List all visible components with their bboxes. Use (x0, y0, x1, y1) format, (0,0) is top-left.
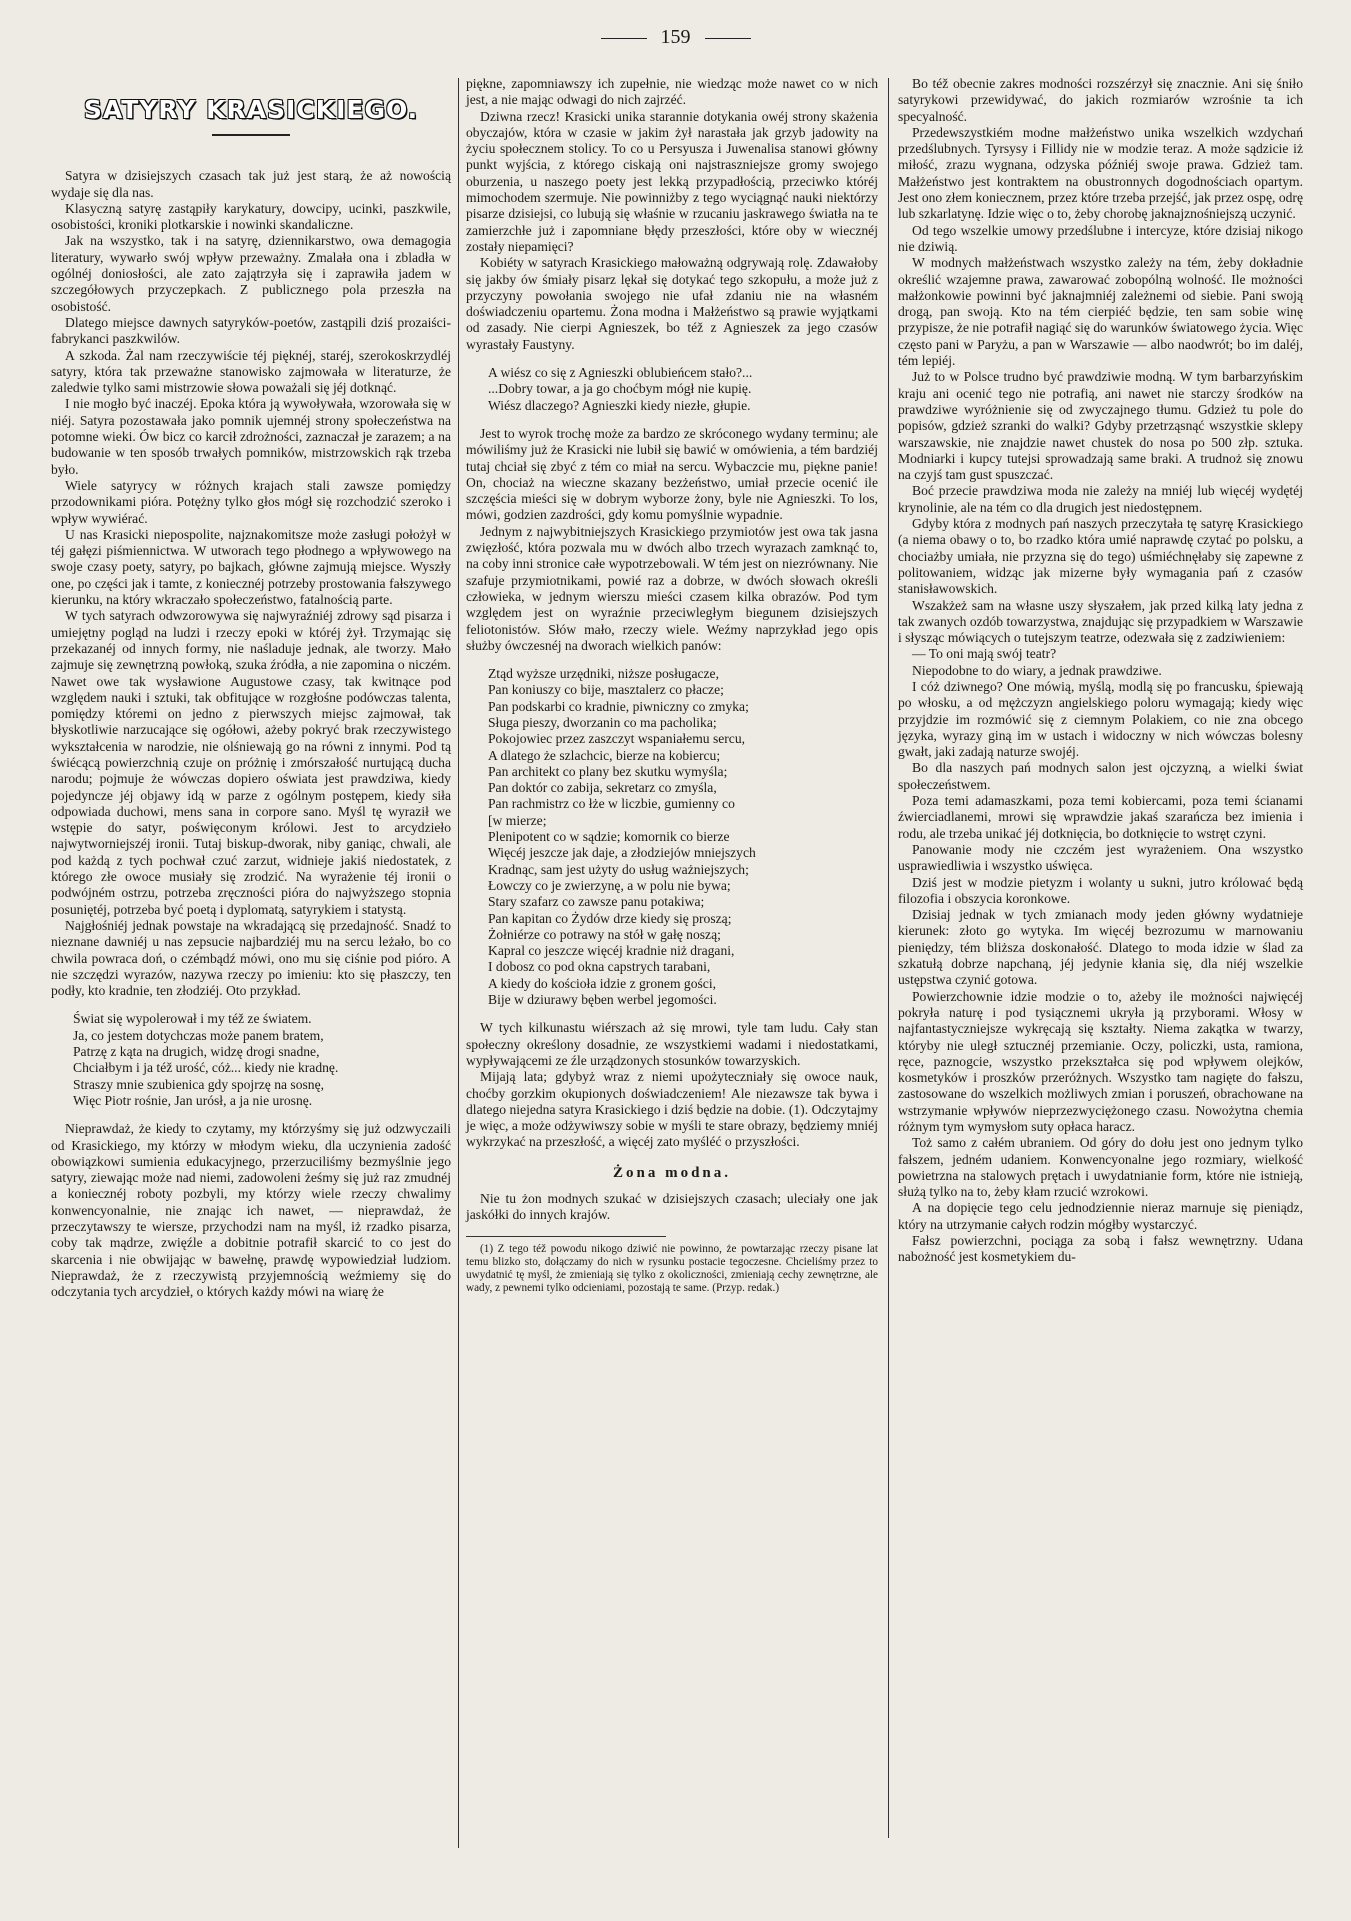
paragraph: A na dopięcie tego celu jednodziennie nieraz marnuje się pieniądz, który na utrzymanie całych rodzin mógłby wystarczyć. (898, 1200, 1303, 1232)
poem-line: Pan podskarbi co kradnie, piwniczny co zmyka; (488, 698, 749, 714)
paragraph: — To oni mają swój teatr? (912, 646, 1057, 662)
poem-excerpt (488, 365, 878, 414)
title-divider (212, 134, 290, 136)
poem-line: A wiész co się z Agnieszki oblubieńcem stało?... (488, 365, 753, 381)
paragraph: Toż samo z całém ubraniem. Od góry do dołu jest ono jednym tylko fałszem, jedném udaniem. Konwencyonalne jego rozmiary, wielkość powietrzna na stalowych prętach i uwydatnianie form, które nie istnieją, służą tylko na to, żeby kłam rzucić wzrokowi. (898, 1135, 1303, 1200)
column-divider-2 (888, 78, 889, 1838)
paragraph: Wszakżeż sam na własne uszy słyszałem, jak przed kilką laty jedna z tak zwanych ozdób towarzystwa, znajdując się przypadkiem w Warszawie i słysząc mówiących o tutejszym teatrze, odezwała się z zadziwieniem: (898, 597, 1303, 646)
paragraph: Bo též obecnie zakres modności rozszérzył się znacznie. Ani się śniło satyrykowi przewidywać, do jakich rozmiarów wzrośnie ta ich specyalność. (898, 76, 1303, 124)
poem-line: A dlatego że szlachcic, bierze na kobiercu; (488, 747, 721, 763)
paragraph: Jednym z najwybitniejszych Krasickiego przymiotów jest owa tak jasna zwięzłość, która pozwala mu w dwóch albo trzech wyrazach zamknąć to, na coby inni stronice całe wypotrzebowali. W tém jest on niezrównany. Nie szafuje przymiotnikami, powié raz a dobrze, w dwóch słowach określi człowieka, w jednym wierszu mieści czasem kilka obrazów. Pod tym względem jest on wyraźnie przeciwległym biegunem dzisiejszych feliotonistów. Słów mało, rzeczy wiele. Weźmy naprzykład jego opis służby ówczesnéj na dworach wielkich panów: (466, 523, 878, 653)
poem-line: I dobosz co pod okna capstrych tarabani, (488, 959, 711, 975)
poem-line: Pokojowiec przez zaszczyt wspaniałemu sercu, (488, 731, 746, 747)
paragraph: Mijają lata; gdybyż wraz z niemi upożyteczniały się owoce nauk, choćby gorzkim okupionych doświadczeniem! Ale niezawsze tak bywa i dlatego niejedna satyra Krasickiego i dziś będzie na dobie. (1). Odczytajmy je więc, a może odżywiwszy sobie w myśli te stare obrazy, będziemy mniéj wykrzykać na przeszłość, a więcéj zato myśléć o przyszłości. (466, 1069, 878, 1150)
column-1 (51, 95, 451, 1300)
poem-line: [w mierze; (488, 812, 547, 828)
poem-line: Więcéj jeszcze jak daje, a złodziejów mniejszych (488, 845, 756, 861)
poem-line: Ztąd wyższe urzędniki, niższe posługacze, (488, 666, 719, 682)
poem-line: Patrzę z kąta na drugich, widzę drogi snadne, (73, 1044, 320, 1060)
column-3 (898, 76, 1303, 1266)
paragraph: Już to w Polsce trudno być prawdziwie modną. W tym barbarzyńskim kraju ani ocenić tego nie potrafią, ani nawet nie starczy środków na prawdziwe wyróżnienie się od zwyczajnego tłumu. Gdzież tu pole do popisów, gdzież szranki do walki? Gdyby przetrząsnąć wszystkie sklepy warszawskie, nie znajdzie nawet chustek do nosa po 500 złp. sztuka. Modniarki i kupcy tutejsi sprowadzają same braki. A trudnoż się znowu na czyjś tam gust spuszczać. (898, 369, 1303, 483)
paragraph: Bo dla naszych pań modnych salon jest ojczyzną, a wielki świat społeczeństwem. (898, 760, 1303, 792)
poem-line: Stary szafarz co zawsze panu potakiwa; (488, 894, 705, 910)
paragraph: Jak na wszystko, tak i na satyrę, dziennikarstwo, owa demagogia literatury, wywarło swój wpływ przeważny. Zmalała ona i zbladła w ogólnéj doniosłości, ale zato zajątrzyła się i zaprawiła jadem w szczegółowych przyczepkach. Z publicznego pola przeszła na osobistość. (51, 233, 451, 314)
paragraph: Wiele satyrycy w różnych krajach stali zawsze pomiędzy przodownikami pióra. Potężny tylko głos mógł się rozchodzić szeroko i wpływ wywiérać. (51, 477, 451, 526)
poem-line: Pan architekt co plany bez skutku wymyśla; (488, 763, 728, 779)
paragraph: Nieprawdaż, że kiedy to czytamy, my którzyśmy się już odzwyczaili od Krasickiego, my którzy w młodym wieku, dla uczynienia zadość obowiązkowi sumienia edukacyjnego, przerzuciliśmy bezmyślnie jego satyry, ziewając może nad niemi, zadowoleni żeśmy się już raz zmudnéj a koniecznéj roboty pozbyli, my którzy wiele rzeczy chwalimy konwencyonalnie, nie znając ich nawet, — nieprawdaż, że przeczytawszy te wiersze, przychodzi nam na myśl, iż rzadko pisarza, coby tak mądrze, zwięźle a dobitnie potrafił skarcić to co jest do skarcenia i nie obwijając w bawełnę, prawdę wypowiedział ludziom. Nieprawdaż, że z rzeczywistą przyjemnością weźmiemy się do odczytania tych arcydzieł, o których każdy mówi na wiarę że (51, 1121, 451, 1300)
poem-excerpt (488, 666, 878, 1008)
poem-line: Sługa pieszy, dworzanin co ma pacholika; (488, 714, 717, 730)
paragraph: Fałsz powierzchni, pociąga za sobą i fałsz wewnętrzny. Udana nabożność jest kosmetykiem du- (898, 1233, 1303, 1265)
paragraph: Gdyby która z modnych pań naszych przeczytała tę satyrę Krasickiego (a niema obawy o to, bo rzadko która umié naprawdę czytać po polsku, a chociażby umiała, nie przyzna się do tego) uśmiéchnęłaby się zapewne z politowaniem, widząc jak mizerne były wymagania pań z czasów stanisławowskich. (898, 516, 1303, 597)
paragraph: Kobiéty w satyrach Krasickiego małoważną odgrywają rolę. Zdawałoby się jakby ów śmiały pisarz lękał się dotykać tego szkopułu, a może już z przyczyny powołania swojego nie ufał zdaniu nie na własném doświadczeniu opartemu. Żona modna i Małżeństwo są prawie wyjątkami od zasady. Nie cierpi Agnieszek, bo též z Agnieszek za jego czasów wyrastały Faustyny. (466, 255, 878, 352)
column-2-body (466, 76, 878, 1224)
column-1-body (51, 168, 451, 1300)
paragraph: Powierzchownie idzie modzie o to, ażeby ile możności najwięcéj pokryła naturę i pod tysiącznemi ukryła ją przyborami. Włosy w najfantastyczniejsze wykręcają się kształty. Niema zakątka w twarzy, któryby nie uległ sztucznéj przemianie. Oczy, policzki, usta, ramiona, ręce, paznogcie, wszystko przekształca się pod wpływem olejków, kosmetyków i proszków przeróżnych. Wszystko tam nagięte do fałszu, zastosowane do wszelkich możliwych zmian i poruszeń, obrachowane na wstrzymanie wpływów nieprzezwyciężonego czasu. Nowożytna chemia różnym tym wymysłom suty opłaca haracz. (898, 988, 1303, 1134)
paragraph: Satyra w dzisiejszych czasach tak już jest starą, że aż nowością wydaje się dla nas. (51, 168, 451, 200)
section-heading: Żona modna. (612, 1164, 732, 1181)
poem-line: Żołniérze co potrawy na stół w gałę noszą; (488, 926, 721, 942)
page-number (0, 26, 1351, 49)
paragraph: Dzisiaj jednak w tych zmianach mody jeden główny wydatnieje kierunek: złoto go wytyka. Im więcéj bezrozumu w marnowaniu pieniędzy, tém bliższa doskonałość. Dlatego to moda idzie w ślad za szkatułą dobrze napchaną, jéj jedynie kłania się, dla niéj wszelkie ustępstwa czynić gotowa. (898, 907, 1303, 988)
poem-line: Kapral co jeszcze więcéj kradnie niż dragani, (488, 943, 735, 959)
paragraph: I nie mogło być inaczéj. Epoka która ją wywoływała, wzorowała się w niéj. Satyra pozostawała jako pomnik ujemnéj strony społeczeństwa na potomne wieki. Ów bicz co karcił zdrożności, zaznaczał je zarazem; a na budowanie w ten sposób trwałych pomników, mistrzowskich rąk trzeba było. (51, 396, 451, 477)
paragraph: Dziś jest w modzie pietyzm i wolanty u sukni, jutro królować będą filozofia i obszycia koronkowe. (898, 874, 1303, 906)
column-divider-1 (458, 78, 459, 1848)
paragraph: W modnych małżeństwach wszystko zależy na tém, żeby dokładnie określić wzajemne prawa, zawarować zobopólną wolność. Ile możności małżonkowie powinni być jaknajmniéj zależnemi od siebie. Pani swoją drogą, pan swoją. Kto na tém cierpiéć będzie, ten sam sobie winę przypisze, że nie potrafił nagiąć się do warunków światowego życia. Więc często pani w Paryżu, a pan w Warszawie — albo naodwrót; bo im daléj, tém lepiéj. (898, 255, 1303, 369)
paragraph: Dziwna rzecz! Krasicki unika starannie dotykania owéj strony skażenia obyczajów, która w czasie w jakim żył narastała jak grzyb jadowity na życiu społecznem stolicy. To co u Persyusza i Juwenalisa stanowi główny punkt wyjścia, z którego ciskają oni najstraszniejsze gromy swojego oburzenia, u naszego poety jest lekką przypadłością, przeciwko któréj mimochodem szermuje. Nie powinniżby z tego wyciągnąć nauki niektórzy pisarze dzisiejsi, co lubują się właśnie w rzucaniu jaskrawego światła na te zamierzchłe już i zapomniane błędy przeszłości, które oby w wiecznéj zostały niepamięci? (466, 108, 878, 254)
poem-line: Pan doktór co zabija, sekretarz co zmyśla, (488, 780, 717, 796)
paragraph: Najgłośniéj jednak powstaje na wkradającą się przedajność. Snadź to nieznane dawniéj u nas zepsucie najbardziéj mu na sercu leżało, bo co chwila powraca doń, o czémbądź mówi, ono mu się ciśnie pod pióro. A nie szczędzi wyrazów, nazywa rzeczy po imieniu: kto się płaszczy, ten podły, kto kradnie, ten złodziéj. Oto przykład. (51, 917, 451, 999)
dash-right (705, 38, 751, 39)
poem-line: A kiedy do kościoła idzie z gronem gości, (488, 975, 717, 991)
column-2 (466, 76, 878, 1295)
paragraph: W tych satyrach odwzorowywa się najwyraźniéj zdrowy sąd pisarza i umiejętny pogląd na ludzi i rzeczy epoki w któréj żył. Trzymając się przekazanéj od innych formy, nie naśladuje jednak, ale tworzy. Mało zajmuje się zewnętrzną powłoką, szuka źródła, a nie zapomina o niczém. Nawet owe tak wysławione Augustowe czasy, tak kwitnące pod względem nauki i sztuki, tak obfitujące w rozgłośne podówczas talenta, pomiędzy któremi on jedno z pierwszych miejsc zajmował, tak błyskotliwie narzucające się ogółowi, ażeby pokryć brak rzeczywistego wykształcenia w narodzie, nie olśniewają go na równi z innymi. Pod tą świécącą powierzchnią czuje on próżnię i zmórszałość nurtującą ducha narodu; pojmuje że wówczas dopiero oświata jest prawdziwa, kiedy pojedyncze jéj objawy idą w parze z ogólnym postępem, kiedy siła odpowiada duchowi, mens sana in corpore sano. Myśl tę wyraził we wstępie do satyr, poświęconym królowi. Jest to arcydzieło najwytworniejszéj ironii. Tutaj biskup-dworak, niby ganiąc, chwali, ale pod każdą z tych pochwał czuć zarzut, widnieje jakiś niedostatek, z którego złe owoce musiały się zrodzić. Na wyrażenie téj ironii o podwójném ostrzu, potrzeba zręczności pióra do najwyższego stopnia posuniętéj, potrzeba być poetą i dyplomatą, satyrykiem i statystą. (51, 608, 451, 917)
poem-line: Więc Piotr rośnie, Jan urósł, a ja nie urosnę. (73, 1092, 313, 1108)
poem-line: Wiész dlaczego? Agnieszki kiedy niezłe, głupie. (488, 397, 751, 413)
paragraph: I cóż dziwnego? One mówią, myślą, modlą się po francusku, śpiewają po włosku, a od mężczyzn angielskiego poloru wymagają; kiedy więc przyjdzie im rozmówić się z ciemnym Polakiem, co nie zna obcego języka, wyrazy giną im w ustach i widoczny w nich wówczas bolesny gwałt, jaki zadają naturze swojéj. (898, 678, 1303, 760)
paragraph: U nas Krasicki niepospolite, najznakomitsze może zasługi położył w téj gałęzi piśmiennictwa. W utworach tego płodnego a wpływowego na swoje czasy poety, satyry, po bajkach, główne zajmują miejsce. Wyszły one, po części jak i tamte, z koniecznéj potrzeby prostowania fałszywego kierunku, na który wkraczało społeczeństwo, fatalnością parte. (51, 526, 451, 608)
poem-line: Kradnąc, sam jest użyty do usług ważniejszych; (488, 861, 749, 877)
poem-line: Plenipotent co w sądzie; komornik co bierze (488, 829, 730, 845)
paragraph: Klasyczną satyrę zastąpiły karykatury, dowcipy, ucinki, paszkwile, osobistości, kroniki plotkarskie i nowinki skandaliczne. (51, 200, 451, 233)
paragraph: Poza temi adamaszkami, poza temi kobiercami, poza temi ścianami źwierciadlanemi, mrowi się wprawdzie jakaś szarańcza bez imienia i rodu, ale trzeba unikać jéj dotknięcia, bo dotknięcie to wstręt czyni. (898, 793, 1303, 841)
poem-excerpt (73, 1011, 451, 1109)
paragraph: Niepodobne to do wiary, a jednak prawdziwe. (912, 662, 1162, 678)
footnote-divider (466, 1236, 666, 1237)
poem-line: Pan kapitan co Żydów drze kiedy się proszą; (488, 910, 732, 926)
paragraph: Jest to wyrok trochę może za bardzo ze skróconego wydany terminu; ale mówiliśmy już że Krasicki nie lubił się bawić w omówienia, a tém bardziéj tutaj chciał się zbyć z tém co miał na sercu. Wybaczcie mu, piękne panie! On, chociaż na wieczne skazany bezżeństwo, umiał przecie ocenić ile szczęścia mieści się w dobrym wyborze żony, byle nie Agnieszki. To los, mówi, godzien zazdrości, gdy komu pomyślnie wypadnie. (466, 425, 878, 523)
paragraph: Przedewszystkiém modne małżeństwo unika wszelkich wzdychań przedślubnych. Tyrsysy i Fillidy nie w modzie teraz. A może sądzicie iż miłość, zrazu wygnana, odzyska późniéj swoje prawa. Gdzież tam. Małżeństwo jest kontraktem na obustronnych dogodnościach opartym. Jest ono złem koniecznem, przez które trzeba przejść, jak przez ospę, odrę lub szkarlatynę. Idzie więc o to, żeby chorobę jaknajznośniejszą uczynić. (898, 124, 1303, 222)
paragraph: Boć przecie prawdziwa moda nie zależy na mniéj lub więcéj wydętéj krynolinie, ale na tém co dla drugich jest niedostępnem. (898, 483, 1303, 515)
footnote: (1) Z tego též powodu nikogo dziwić nie powinno, że powtarzając rzeczy pisane lat temu blizko sto, dołączamy do nich w rysunku postacie tegoczesne. Chcieliśmy przez to uwydatnić tę myśl, że zmieniają się tylko z okoliczności, zmieniają cechy zewnętrzne, ale wady, z pewnemi tylko odcieniami, pozostają te same. (Przyp. redak.) (466, 1242, 878, 1295)
paragraph: Od tego wszelkie umowy przedślubne i intercyze, które dzisiaj nikogo nie dziwią. (898, 222, 1303, 254)
paragraph: A szkoda. Żal nam rzeczywiście téj pięknéj, staréj, szerokoskrzydléj satyry, która tak przeważne stanowisko zajmowała w literaturze, że zaledwie tylko sami mistrzowie słowa poważali się jéj dotknąć. (51, 347, 451, 396)
paragraph: piękne, zapomniawszy ich zupełnie, nie wiedząc może nawet co w nich jest, a nie mając odwagi do nich zajrzéć. (466, 76, 878, 108)
article-title: SATYRY KRASICKIEGO. (83, 95, 419, 124)
poem-line: Chciałbym i ja též urość, cóż... kiedy nie kradnę. (73, 1060, 339, 1076)
paragraph: Dlatego miejsce dawnych satyryków-poetów, zastąpili dziś prozaiści-fabrykanci paszkwilów. (51, 314, 451, 347)
column-3-body (898, 76, 1303, 1266)
poem-line: Straszy mnie szubienica gdy spojrzę na sosnę, (73, 1076, 325, 1092)
poem-line: Bije w dziurawy bęben werbel jegomości. (488, 992, 717, 1008)
poem-line: Ja, co jestem dotychczas może panem bratem, (73, 1027, 324, 1043)
paragraph: W tych kilkunastu wiérszach aż się mrowi, tyle tam ludu. Cały stan społeczny określony dosadnie, ze wszystkiemi wadami i niedostatkami, wypływającemi ze źle urządzonych stosunków towarzyskich. (466, 1020, 878, 1068)
paragraph: Nie tu żon modnych szukać w dzisiejszych czasach; uleciały one jak jaskółki do innych krajów. (466, 1191, 878, 1223)
paragraph: Panowanie mody nie czczém jest wyrażeniem. Ona wszystko usprawiedliwia i wszystko uświęca. (898, 841, 1303, 874)
poem-line: Świat się wypolerował i my též ze światem. (73, 1011, 312, 1027)
poem-line: Pan koniuszy co bije, masztalerz co płacze; (488, 682, 724, 698)
poem-line: Pan rachmistrz co łże w liczbie, gumienny co (488, 796, 735, 812)
dash-left (601, 38, 647, 39)
page-number-value: 159 (660, 26, 691, 48)
poem-line: ...Dobry towar, a ja go choćbym mógł nie kupię. (488, 381, 752, 397)
poem-line: Łowczy co je zwierzynę, a w polu nie bywa; (488, 877, 731, 893)
